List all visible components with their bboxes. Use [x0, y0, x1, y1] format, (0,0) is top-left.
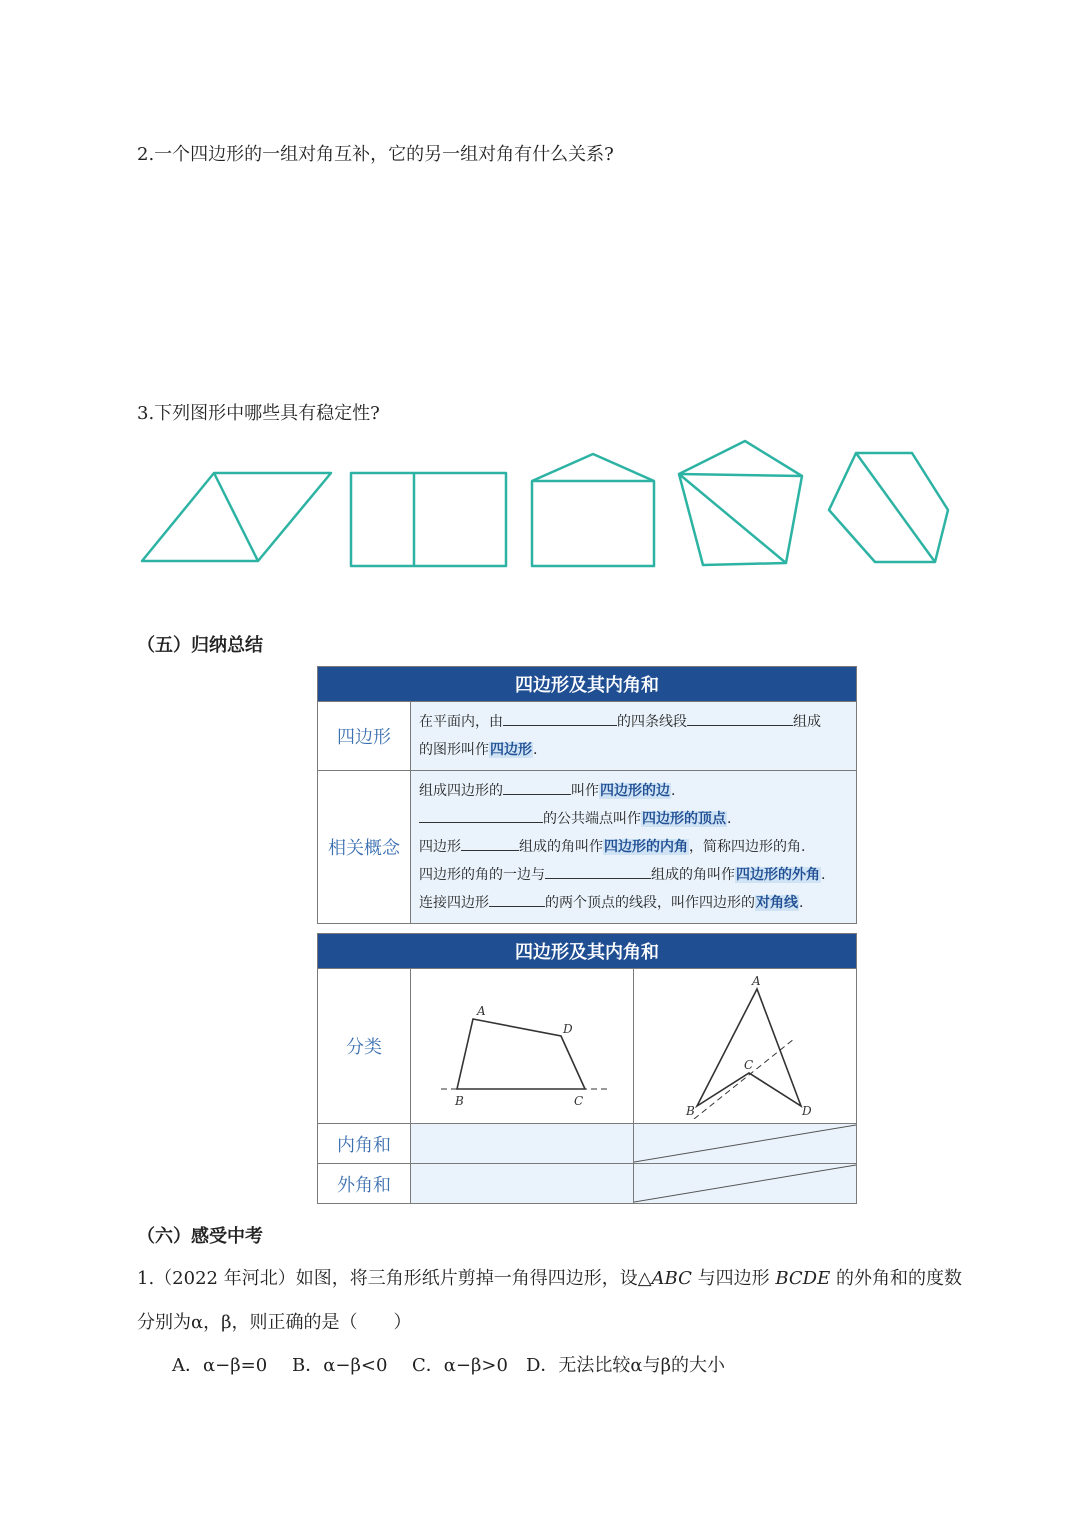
def-text: 的四条线段 [617, 714, 687, 730]
highlight-term: 四边形 [490, 742, 532, 758]
blank-line [545, 864, 651, 879]
vertex-label-B: B [455, 1094, 464, 1108]
interior-sum-blank-concave [634, 1124, 857, 1164]
problem-text: 与四边形 [691, 1268, 776, 1289]
vertex-label-A: A [477, 1004, 486, 1018]
concept-text: 叫作 [571, 783, 599, 799]
blank-line [489, 892, 545, 907]
section-6-heading: （六）感受中考 [137, 1226, 263, 1247]
option-b: B．α−β<0 [292, 1355, 388, 1376]
convex-quadrilateral-figure [411, 969, 633, 1119]
concept-text: . [727, 811, 732, 827]
vertex-label-A: A [752, 974, 761, 988]
parallelogram-with-diagonal [142, 473, 331, 561]
concept-text: . [799, 895, 804, 911]
problem-text: 的外角和的度数 [830, 1268, 962, 1289]
diagonal-slash [634, 1164, 856, 1203]
table2-header: 四边形及其内角和 [318, 934, 857, 969]
concept-text: 的公共端点叫作 [543, 811, 641, 827]
exterior-sum-blank-concave [634, 1164, 857, 1204]
table2-label-interior-sum: 内角和 [318, 1124, 411, 1164]
concave-quadrilateral-figure [634, 969, 856, 1119]
table1-definition-cell [411, 702, 857, 771]
concept-text: . [821, 867, 826, 883]
highlight-term: 四边形的顶点 [642, 811, 726, 827]
def-text: 组成 [793, 714, 821, 730]
option-c: C．α−β>0 [412, 1355, 508, 1376]
summary-table-concepts [317, 666, 857, 924]
summary-table-angle-sums [317, 933, 857, 1204]
vertex-label-D: D [563, 1022, 573, 1036]
blank-line [503, 780, 571, 795]
option-a: A．α−β=0 [172, 1355, 268, 1376]
table1-label-quadrilateral: 四边形 [318, 702, 411, 771]
highlight-term: 四边形的边 [600, 783, 670, 799]
highlight-term: 对角线 [756, 895, 798, 911]
table1-header: 四边形及其内角和 [318, 667, 857, 702]
table2-label-exterior-sum: 外角和 [318, 1164, 411, 1204]
rectangle-with-divider [351, 473, 506, 566]
def-text: 在平面内，由 [419, 714, 503, 730]
blank-line [687, 711, 793, 726]
vertex-label-C: C [574, 1094, 584, 1108]
concept-text: 组成的角叫作 [651, 867, 735, 883]
question-3: 3.下列图形中哪些具有稳定性? [137, 403, 380, 424]
concept-text: 组成四边形的 [419, 783, 503, 799]
table1-label-related-concepts: 相关概念 [318, 771, 411, 924]
blank-line [461, 836, 519, 851]
stability-shapes-figure [0, 0, 1080, 600]
vertex-label-B: B [686, 1104, 695, 1118]
def-text: 的图形叫作 [419, 742, 489, 758]
table1-concepts-cell [411, 771, 857, 924]
blank-line [503, 711, 617, 726]
problem-text-italic: BCDE [775, 1268, 831, 1289]
convex-quadrilateral-cell [411, 969, 634, 1124]
concept-text: 四边形的角的一边与 [419, 867, 545, 883]
hexagon-with-diagonal [829, 453, 948, 562]
problem-line-1 [137, 1264, 962, 1290]
concept-text: ，简称四边形的角. [689, 839, 806, 855]
def-text: . [533, 742, 538, 758]
concave-quadrilateral-cell [634, 969, 857, 1124]
problem-line-2: 分别为α，β，则正确的是（ ） [137, 1312, 412, 1333]
problem-text: 1.（2022 年河北）如图，将三角形纸片剪掉一角得四边形，设△ [137, 1268, 652, 1289]
problem-text-italic: ABC [651, 1268, 692, 1289]
vertex-label-C: C [744, 1058, 754, 1072]
diagonal-slash [634, 1124, 856, 1163]
option-d: D．无法比较α与β的大小 [526, 1355, 725, 1376]
question-2: 2.一个四边形的一组对角互补，它的另一组对角有什么关系? [137, 144, 614, 165]
concept-text: 四边形 [419, 839, 461, 855]
concept-text: 连接四边形 [419, 895, 489, 911]
highlight-term: 四边形的内角 [604, 839, 688, 855]
concept-text: 的两个顶点的线段，叫作四边形的 [545, 895, 755, 911]
interior-sum-blank-convex [411, 1124, 634, 1164]
concept-text: . [671, 783, 676, 799]
highlight-term: 四边形的外角 [736, 867, 820, 883]
pentagon-with-diagonals [679, 441, 802, 565]
exterior-sum-blank-convex [411, 1164, 634, 1204]
table2-label-classification: 分类 [318, 969, 411, 1124]
section-5-heading: （五）归纳总结 [137, 635, 263, 656]
blank-line [419, 808, 543, 823]
concept-text: 组成的角叫作 [519, 839, 603, 855]
vertex-label-D: D [802, 1104, 812, 1118]
house-pentagon [532, 454, 654, 566]
